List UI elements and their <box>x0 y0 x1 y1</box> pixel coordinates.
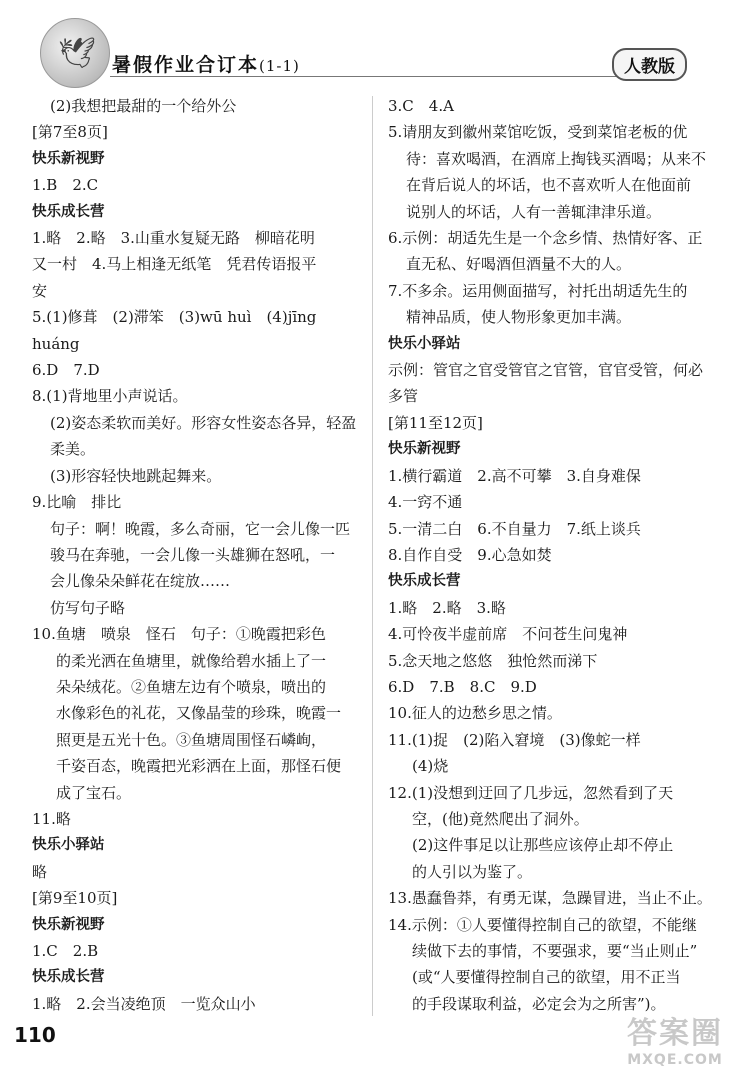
answer-line <box>388 199 710 225</box>
answer-text: 略 <box>32 862 48 881</box>
answer-line <box>388 912 710 938</box>
section-heading <box>388 331 710 357</box>
page-number: 110 <box>14 1023 56 1047</box>
answer-text: 照更是五光十色。③鱼塘周围怪石嶙峋， <box>56 730 327 749</box>
answer-line <box>388 225 710 251</box>
answer-text: 1.横行霸道 2.高不可攀 3.自身难保 <box>388 466 641 485</box>
answer-line <box>32 304 362 330</box>
bird-icon: 🕊 <box>58 36 97 71</box>
answer-line <box>388 357 710 383</box>
section-heading <box>32 146 362 172</box>
answer-line <box>388 753 710 779</box>
answer-line <box>32 542 362 568</box>
answer-text: 的人引以为鉴了。 <box>412 862 533 881</box>
answer-line <box>32 753 362 779</box>
answer-text: 5.(1)修葺 (2)滞笨 (3)wū huì (4)jīng <box>32 308 317 327</box>
watermark-url: MXQE.COM <box>627 1052 723 1068</box>
answer-line <box>32 859 362 885</box>
answer-line <box>32 172 362 198</box>
answer-line <box>388 595 710 621</box>
answer-line <box>388 674 710 700</box>
answer-line <box>32 595 362 621</box>
answer-text: 1.C 2.B <box>32 942 99 960</box>
answer-line <box>388 621 710 647</box>
right-column <box>388 93 710 1017</box>
answer-text: 10.鱼塘 喷泉 怪石 句子：①晚霞把彩色 <box>32 625 326 644</box>
answer-text: 会儿像朵朵鲜花在绽放…… <box>50 572 231 591</box>
answer-line <box>32 700 362 726</box>
answer-text: 千姿百态，晚霞把光彩洒在上面，那怪石便 <box>56 757 342 776</box>
book-title <box>112 50 300 77</box>
answer-text: 说别人的坏话，人有一善辄津津乐道。 <box>406 202 662 221</box>
answer-text: 8.自作自受 9.心急如焚 <box>388 545 552 564</box>
page-header <box>0 0 750 95</box>
answer-text: 4.可怜夜半虚前席 不问苍生问鬼神 <box>388 625 628 644</box>
answer-line <box>388 727 710 753</box>
answer-text: 安 <box>32 281 48 300</box>
answer-text: 9.比喻 排比 <box>32 493 122 512</box>
answer-text: 1.略 2.略 3.略 <box>388 598 506 617</box>
answer-line <box>388 304 710 330</box>
answer-line <box>32 436 362 462</box>
answer-text: 朵朵绒花。②鱼塘左边有个喷泉，喷出的 <box>56 677 327 696</box>
answer-line <box>388 964 710 990</box>
answer-line <box>388 780 710 806</box>
answer-text: (2)姿态柔软而美好。形容女性姿态各异，轻盈 <box>50 413 357 432</box>
answer-line <box>388 172 710 198</box>
answer-line <box>32 489 362 515</box>
answer-text: 柔美。 <box>50 440 96 459</box>
answer-text: 5.念天地之悠悠 独怆然而涕下 <box>388 651 598 670</box>
answer-line <box>388 119 710 145</box>
answer-line <box>388 806 710 832</box>
answer-text: 精神品质，使人物形象更加丰满。 <box>406 308 632 327</box>
answer-text: 11.(1)捉 (2)陷入窘境 (3)像蛇一样 <box>388 730 641 749</box>
answer-text: 水像彩色的礼花，又像晶莹的珍珠，晚霞一 <box>56 704 342 723</box>
answer-line <box>388 542 710 568</box>
answer-line <box>388 885 710 911</box>
answer-text: 快乐成长营 <box>388 573 461 590</box>
section-heading <box>32 832 362 858</box>
answer-text: 续做下去的事情，不要强求，要“当止则止” <box>412 942 698 960</box>
page-range-label <box>388 410 710 436</box>
answer-text: 快乐小驿站 <box>388 335 461 352</box>
answer-line <box>32 780 362 806</box>
answer-line <box>32 225 362 251</box>
answer-text: (2)这件事足以让那些应该停止却不停止 <box>412 836 674 855</box>
answer-text: 8.(1)背地里小声说话。 <box>32 387 188 406</box>
answer-text: 骏马在奔驰，一会儿像一头雄狮在怒吼，一 <box>50 545 336 564</box>
answer-line <box>32 516 362 542</box>
page-range-label <box>32 885 362 911</box>
answer-text: 仿写句子略 <box>50 598 126 617</box>
answer-text: 的手段谋取利益，必定会为之所害”)。 <box>412 994 666 1013</box>
answer-text: 5.请朋友到徽州菜馆吃饭，受到菜馆老板的优 <box>388 123 688 142</box>
watermark-logo-text: 答案圈 <box>627 1016 723 1051</box>
book-title-text: 暑假作业合订本 <box>112 54 260 76</box>
answer-line <box>388 832 710 858</box>
answer-text: [ 第11至12页 ] <box>388 410 483 436</box>
answer-text: 多管 <box>388 387 419 406</box>
section-heading <box>32 912 362 938</box>
answer-line <box>32 806 362 832</box>
answer-text: (2)我想把最甜的一个给外公 <box>50 97 237 115</box>
answer-line <box>388 700 710 726</box>
answer-line <box>388 251 710 277</box>
answer-line <box>32 410 362 436</box>
answer-text: 快乐新视野 <box>32 150 105 167</box>
answer-text: (或“人要懂得控制自己的欲望，用不正当 <box>412 968 681 987</box>
answer-line <box>388 859 710 885</box>
left-column <box>32 93 362 1017</box>
answer-text: 快乐成长营 <box>32 969 105 986</box>
answer-text: 成了宝石。 <box>56 783 132 802</box>
answer-text: 快乐小驿站 <box>32 837 105 854</box>
answer-line <box>32 648 362 674</box>
answer-line <box>388 383 710 409</box>
answer-line <box>388 516 710 542</box>
answer-text: 又一村 4.马上相逢无纸笔 凭君传语报平 <box>32 255 317 274</box>
answer-text: 7.不多余。运用侧面描写，衬托出胡适先生的 <box>388 281 688 300</box>
answer-line <box>32 938 362 964</box>
section-heading <box>388 568 710 594</box>
answer-text: [ 第9至10页 ] <box>32 885 117 911</box>
answer-text: 4.一窍不通 <box>388 493 463 512</box>
answer-text: 6.D 7.D <box>32 361 100 380</box>
watermark <box>610 1008 740 1078</box>
answer-text: 6.示例：胡适先生是一个念乡情、热情好客、正 <box>388 229 703 248</box>
answer-text: 句子：啊！晚霞，多么奇丽，它一会儿像一匹 <box>50 519 351 538</box>
answer-line <box>388 489 710 515</box>
answer-line <box>388 463 710 489</box>
edition-badge: 人教版 <box>612 48 687 81</box>
answer-text: 直无私、好喝酒但酒量不大的人。 <box>406 255 632 274</box>
answer-text: 快乐新视野 <box>388 441 461 458</box>
answer-line <box>388 93 710 119</box>
page-range-label <box>32 119 362 145</box>
answer-line <box>32 621 362 647</box>
section-heading <box>32 199 362 225</box>
answer-text: 示例：管官之官受管官之官管，官官受管，何必 <box>388 361 704 380</box>
answer-text: 快乐成长营 <box>32 203 105 220</box>
answer-text: 13.愚蠢鲁莽，有勇无谋，急躁冒进，当止不止。 <box>388 889 712 908</box>
book-volume: (1-1) <box>259 57 300 75</box>
answer-line <box>32 331 362 357</box>
answer-text: 14.示例：①人要懂得控制自己的欲望，不能继 <box>388 915 697 934</box>
answer-text: (4)烧 <box>412 757 449 776</box>
answer-line <box>32 674 362 700</box>
section-heading <box>32 964 362 990</box>
answer-line <box>32 568 362 594</box>
answer-line <box>388 146 710 172</box>
answer-text: 11.略 <box>32 809 71 828</box>
answer-line <box>32 383 362 409</box>
answer-line <box>388 278 710 304</box>
answer-line <box>32 357 362 383</box>
answer-line <box>32 727 362 753</box>
answer-text: 1.略 2.会当凌绝顶 一览众山小 <box>32 994 256 1013</box>
answer-line <box>32 251 362 277</box>
answer-line <box>32 463 362 489</box>
answer-line <box>388 648 710 674</box>
section-heading <box>388 436 710 462</box>
answer-text: 待：喜欢喝酒，在酒席上掏钱买酒喝；从来不 <box>406 149 707 168</box>
answer-line <box>32 278 362 304</box>
header-rule <box>110 76 630 77</box>
answer-text: 1.B 2.C <box>32 176 99 195</box>
answer-text: 在背后说人的坏话，也不喜欢听人在他面前 <box>406 176 692 195</box>
answer-text: 6.D 7.B 8.C 9.D <box>388 677 537 696</box>
answer-text: 快乐新视野 <box>32 916 105 933</box>
column-divider <box>372 96 373 1016</box>
answer-line <box>388 938 710 964</box>
answer-text: [ 第7至8页 ] <box>32 119 108 145</box>
answer-text: huáng <box>32 334 80 353</box>
answer-text: 1.略 2.略 3.山重水复疑无路 柳暗花明 <box>32 229 315 248</box>
answer-line <box>32 93 362 119</box>
answer-text: 空，(他)竟然爬出了洞外。 <box>412 809 589 828</box>
answer-text: 10.征人的边愁乡思之情。 <box>388 704 562 723</box>
answer-text: (3)形容轻快地跳起舞来。 <box>50 466 222 485</box>
answer-text: 5.一清二白 6.不自量力 7.纸上谈兵 <box>388 519 641 538</box>
answer-text: 12.(1)没想到迂回了几步远，忽然看到了天 <box>388 783 674 802</box>
answer-text: 的柔光洒在鱼塘里，就像给碧水插上了一 <box>56 651 327 670</box>
answer-line <box>32 991 362 1017</box>
answer-text: 3.C 4.A <box>388 97 454 115</box>
